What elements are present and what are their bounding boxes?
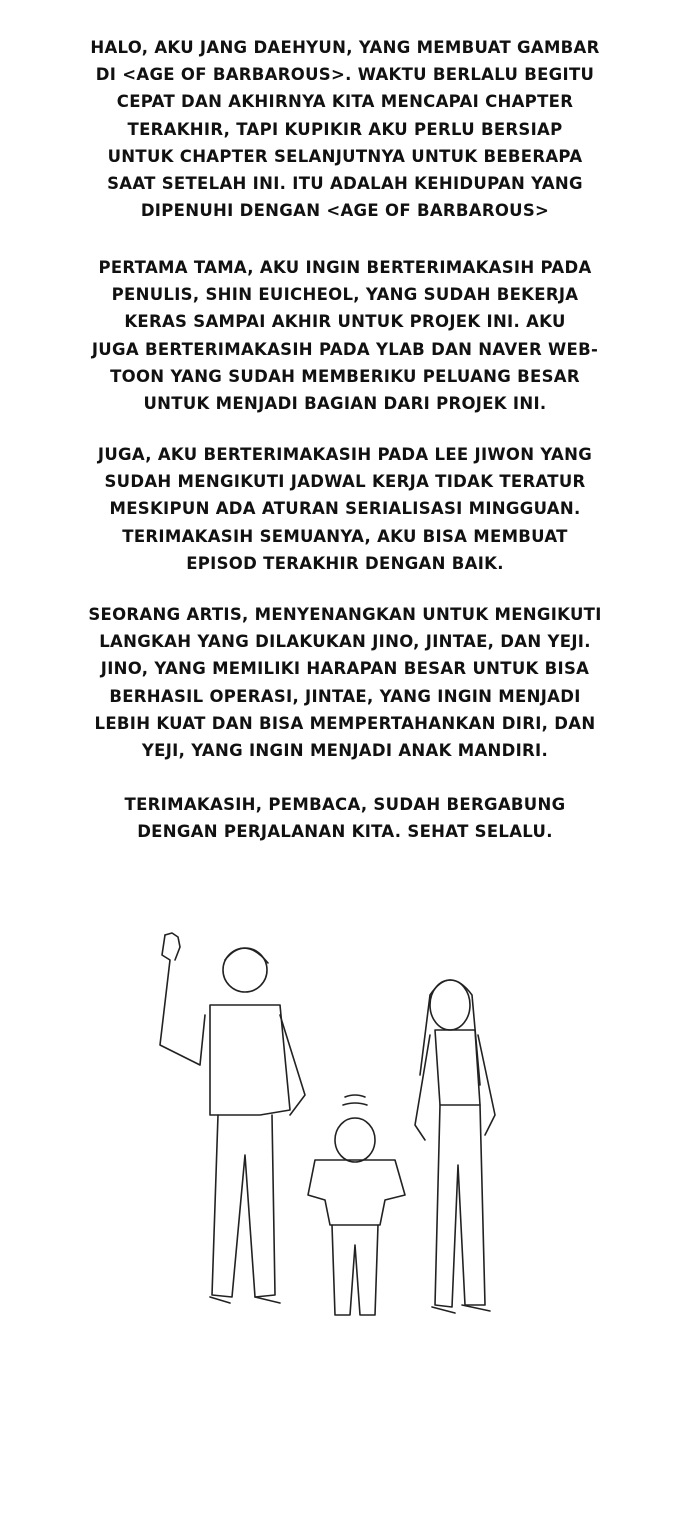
text-line: YEJI, YANG INGIN MENJADI ANAK MANDIRI.: [141, 740, 549, 760]
text-line: JINO, YANG MEMILIKI HARAPAN BESAR UNTUK BISA: [100, 659, 590, 679]
text-line: KERAS SAMPAI AKHIR UNTUK PROJEK INI. AKU: [124, 312, 566, 332]
text-line: CEPAT DAN AKHIRNYA KITA MENCAPAI CHAPTER: [116, 92, 574, 112]
text-line: BERHASIL OPERASI, JINTAE, YANG INGIN MENJADI: [109, 686, 581, 706]
text-line: EPISOD TERAKHIR DENGAN BAIK.: [186, 553, 504, 573]
text-line: JUGA, AKU BERTERIMAKASIH PADA LEE JIWON YANG: [97, 445, 593, 464]
text-line: HALO, AKU JANG DAEHYUN, YANG MEMBUAT GAMBAR: [90, 38, 600, 57]
characters-illustration: [150, 925, 530, 1325]
text-line: JUGA BERTERIMAKASIH PADA YLAB DAN NAVER WEB-: [91, 339, 599, 359]
text-line: DENGAN PERJALANAN KITA. SEHAT SELALU.: [137, 822, 553, 842]
paragraph-thanks-readers: [0, 791, 690, 845]
text-line: PENULIS, SHIN EUICHEOL, YANG SUDAH BEKERJA: [111, 285, 579, 305]
text-line: DIPENUHI DENGAN <AGE OF BARBAROUS>: [140, 201, 550, 221]
text-line: SEORANG ARTIS, MENYENANGKAN UNTUK MENGIKUTI: [88, 605, 602, 624]
text-line: TERIMAKASIH, PEMBACA, SUDAH BERGABUNG: [124, 795, 566, 814]
text-line: LANGKAH YANG DILAKUKAN JINO, JINTAE, DAN YEJI.: [99, 632, 591, 652]
text-line: DI <AGE OF BARBAROUS>. WAKTU BERLALU BEGITU: [95, 65, 595, 85]
girl-long-hair-figure: [415, 980, 495, 1313]
text-line: MESKIPUN ADA ATURAN SERIALISASI MINGGUAN.: [109, 499, 581, 519]
text-line: UNTUK CHAPTER SELANJUTNYA UNTUK BEBERAPA: [107, 146, 583, 166]
text-line: UNTUK MENJADI BAGIAN DARI PROJEK INI.: [143, 393, 547, 413]
small-child-bowing-figure: [308, 1095, 405, 1315]
text-line: SAAT SETELAH INI. ITU ADALAH KEHIDUPAN YANG: [107, 173, 583, 193]
paragraph-characters: [0, 601, 690, 764]
tall-boy-waving-figure: [160, 933, 305, 1303]
text-line: PERTAMA TAMA, AKU INGIN BERTERIMAKASIH PADA: [98, 258, 592, 277]
paragraph-intro: [0, 34, 690, 224]
text-line: LEBIH KUAT DAN BISA MEMPERTAHANKAN DIRI, DAN: [94, 713, 596, 733]
text-line: TOON YANG SUDAH MEMBERIKU PELUANG BESAR: [110, 366, 580, 386]
text-line: SUDAH MENGIKUTI JADWAL KERJA TIDAK TERATUR: [104, 472, 586, 492]
paragraph-thanks-assistant: [0, 441, 690, 577]
paragraph-thanks-writer: [0, 254, 690, 417]
text-line: TERIMAKASIH SEMUANYA, AKU BISA MEMBUAT: [122, 526, 568, 546]
text-line: TERAKHIR, TAPI KUPIKIR AKU PERLU BERSIAP: [127, 119, 563, 139]
